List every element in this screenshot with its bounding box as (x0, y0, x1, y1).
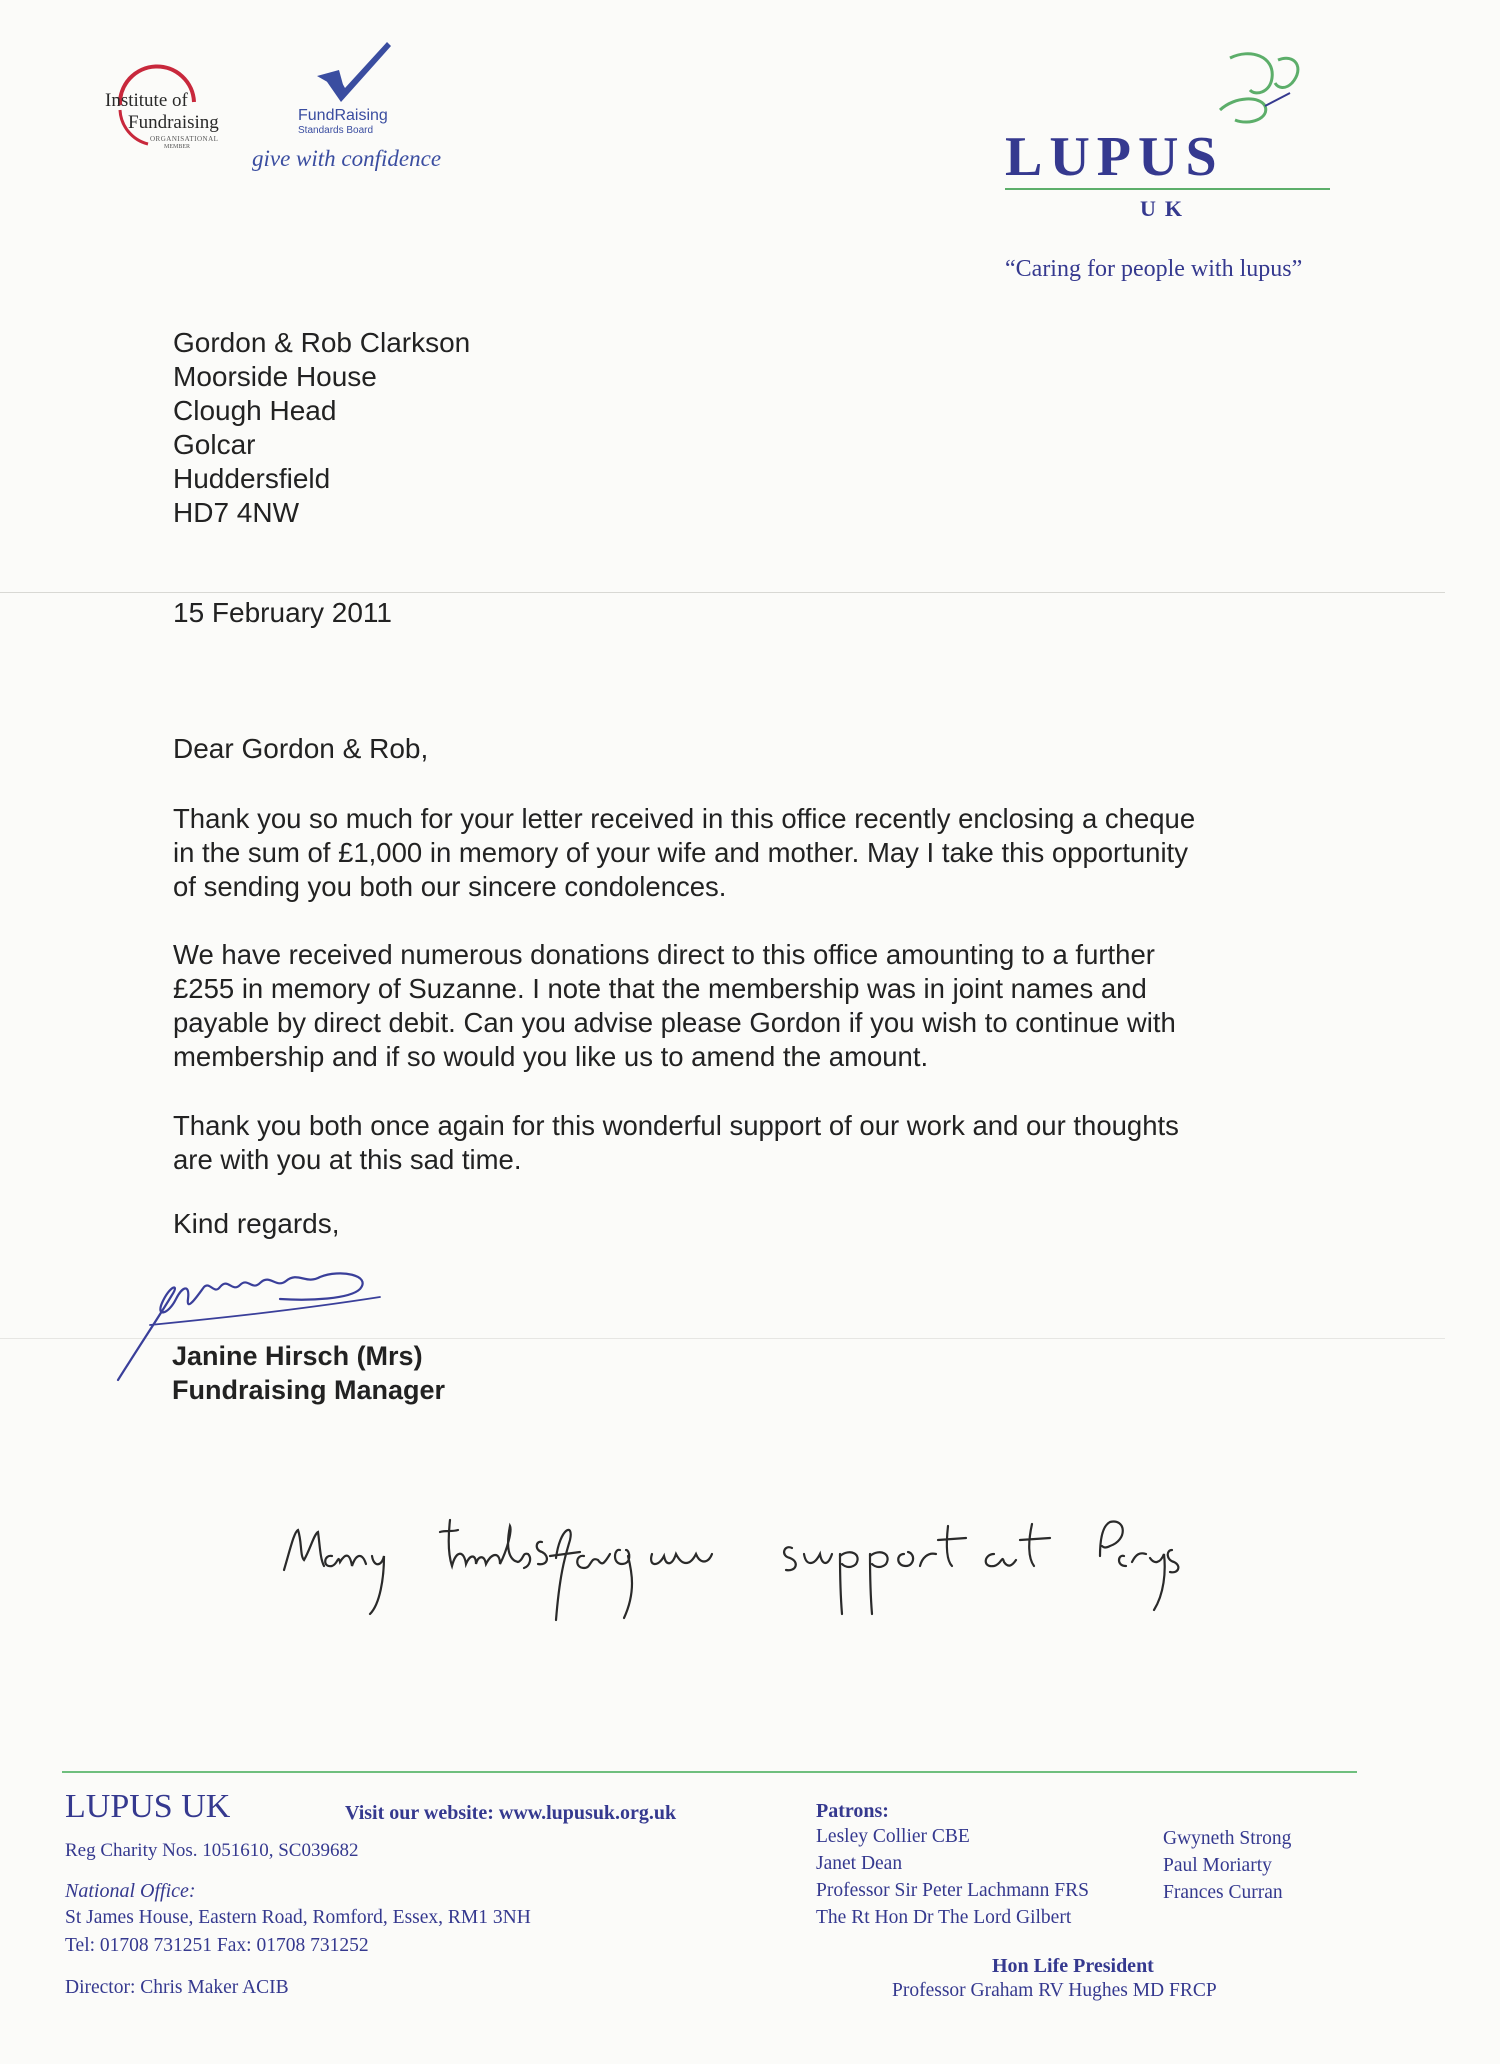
signatory-name: Janine Hirsch (Mrs) (172, 1341, 423, 1371)
address-line: HD7 4NW (173, 497, 300, 528)
frsb-logo-line2: Standards Board (298, 125, 374, 136)
iof-logo-line4: MEMBER (164, 144, 191, 150)
address-line: Gordon & Rob Clarkson (173, 327, 471, 358)
address-line: Moorside House (173, 361, 377, 392)
body-paragraph (173, 938, 1293, 1074)
salutation: Dear Gordon & Rob, (173, 733, 429, 764)
recipient-address (173, 326, 470, 530)
footer-life-president: Professor Graham RV Hughes MD FRCP (892, 1980, 1217, 2001)
letter-date: 15 February 2011 (173, 597, 392, 628)
paragraph-line: are with you at this sad time. (173, 1144, 522, 1175)
iof-logo-line2: Fundraising (128, 112, 219, 133)
patron-name: Janet Dean (816, 1853, 903, 1874)
footer-rule (62, 1771, 1357, 1773)
paragraph-line: £255 in memory of Suzanne. I note that the membership was in joint names and (173, 973, 1147, 1004)
footer-patrons-right (1163, 1825, 1291, 1906)
paragraph-line: of sending you both our sincere condolences. (173, 871, 727, 902)
paragraph-line: payable by direct debit. Can you advise please Gordon if you wish to continue with (173, 1007, 1176, 1038)
signatory-title: Fundraising Manager (172, 1375, 446, 1405)
patron-name: Frances Curran (1163, 1882, 1283, 1903)
footer-org-name: LUPUS UK (65, 1788, 231, 1825)
lupus-logo-name: LUPUS (1005, 126, 1224, 188)
address-line: Clough Head (173, 395, 337, 426)
scan-fold-line (0, 592, 1445, 593)
handwritten-note-icon (280, 1510, 1180, 1630)
address-line: Huddersfield (173, 463, 331, 494)
frsb-tagline: give with confidence (252, 146, 442, 171)
body-paragraph (173, 802, 1293, 904)
patron-name: Lesley Collier CBE (816, 1826, 970, 1847)
lupus-logo-country: UK (1140, 196, 1191, 221)
paragraph-line: Thank you both once again for this wonderful support of our work and our thoughts (173, 1110, 1179, 1141)
lupus-tagline: “Caring for people with lupus” (1005, 256, 1303, 282)
lupus-logo-rule (1005, 188, 1330, 190)
footer-address: St James House, Eastern Road, Romford, Essex, RM1 3NH (65, 1907, 531, 1928)
footer-national-office-label: National Office: (65, 1880, 196, 1902)
footer-director: Director: Chris Maker ACIB (65, 1977, 289, 1998)
paragraph-line: Thank you so much for your letter received in this office recently enclosing a cheque (173, 803, 1196, 834)
iof-logo-line3: ORGANISATIONAL (150, 135, 219, 143)
paragraph-line: membership and if so would you like us to amend the amount. (173, 1041, 929, 1072)
footer-charity-reg: Reg Charity Nos. 1051610, SC039682 (65, 1840, 359, 1861)
frsb-logo-line1: FundRaising (298, 107, 388, 124)
address-line: Golcar (173, 429, 256, 460)
frsb-tick-icon (315, 40, 395, 110)
iof-logo-line1: Institute of (105, 90, 188, 111)
paragraph-line: in the sum of £1,000 in memory of your wife and mother. May I take this opportunity (173, 837, 1188, 868)
closing: Kind regards, (173, 1208, 340, 1239)
footer-phone: Tel: 01708 731251 Fax: 01708 731252 (65, 1935, 369, 1956)
patron-name: Gwyneth Strong (1163, 1828, 1292, 1849)
footer-patrons-label: Patrons: (816, 1800, 889, 1822)
footer-patrons-left (816, 1823, 1089, 1931)
patron-name: Professor Sir Peter Lachmann FRS (816, 1880, 1089, 1901)
footer-life-president-label: Hon Life President (992, 1955, 1154, 1977)
footer-website-link[interactable]: Visit our website: www.lupusuk.org.uk (345, 1802, 677, 1824)
body-paragraph (173, 1109, 1293, 1177)
patron-name: The Rt Hon Dr The Lord Gilbert (816, 1907, 1072, 1928)
patron-name: Paul Moriarty (1163, 1855, 1272, 1876)
paragraph-line: We have received numerous donations direct to this office amounting to a further (173, 939, 1155, 970)
